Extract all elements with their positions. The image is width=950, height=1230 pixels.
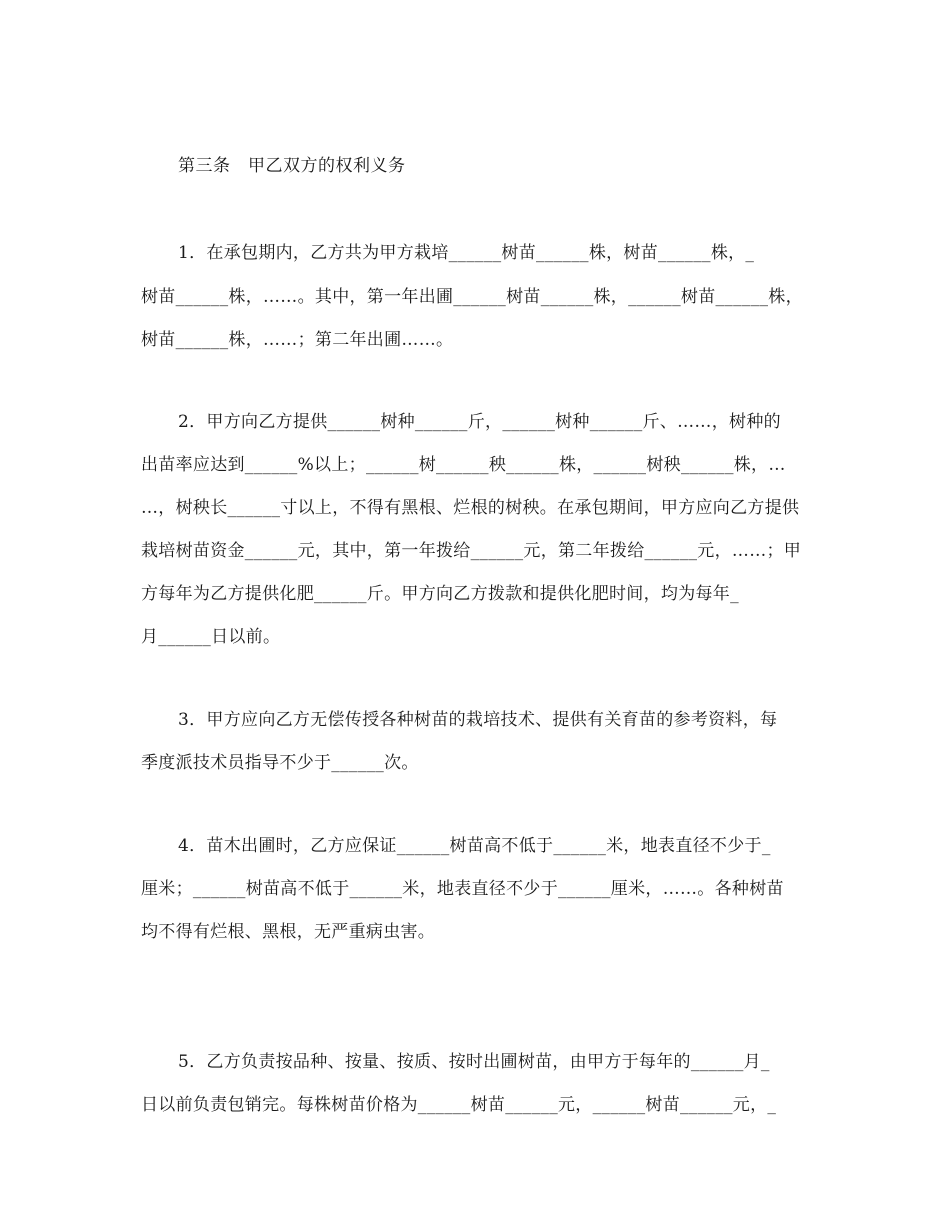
clause-2-line-1: 2．甲方向乙方提供______树种______斤，______树种______斤、……，树种的 xyxy=(178,412,781,432)
clause-1-line-1: 1．在承包期内，乙方共为甲方栽培______树苗______株，树苗______株，_ xyxy=(178,243,755,263)
clause-2-line-3: …，树秧长______寸以上，不得有黑根、烂根的树秧。在承包期间，甲方应向乙方提供 xyxy=(141,498,800,518)
clause-2-line-5: 方每年为乙方提供化肥______斤。甲方向乙方拨款和提供化肥时间，均为每年_ xyxy=(141,584,739,604)
clause-4-line-2: 厘米；______树苗高不低于______米，地表直径不少于______厘米，……。各种树苗 xyxy=(141,879,784,899)
clause-1-line-2: 树苗______株，……。其中，第一年出圃______树苗______株，______树苗______株， xyxy=(141,287,803,307)
clause-2-line-4: 栽培树苗资金______元，其中，第一年拨给______元，第二年拨给______元，……；甲 xyxy=(141,541,802,561)
clause-3-line-1: 3．甲方应向乙方无偿传授各种树苗的栽培技术、提供有关育苗的参考资料，每 xyxy=(178,710,778,730)
clause-2-line-6: 月______日以前。 xyxy=(141,627,281,647)
clause-4-line-1: 4．苗木出圃时，乙方应保证______树苗高不低于______米，地表直径不少于_ xyxy=(178,836,771,856)
clause-1-line-3: 树苗______株，……；第二年出圃……。 xyxy=(141,330,454,350)
clause-5-line-1: 5．乙方负责按品种、按量、按质、按时出圃树苗，由甲方于每年的______月_ xyxy=(178,1052,770,1072)
clause-4-line-3: 均不得有烂根、黑根，无严重病虫害。 xyxy=(141,922,436,942)
clause-3-line-2: 季度派技术员指导不少于______次。 xyxy=(141,753,419,773)
clause-5-line-2: 日以前负责包销完。每株树苗价格为______树苗______元，______树苗______元，_ xyxy=(141,1095,777,1115)
clause-2-line-2: 出苗率应达到______%以上；______树______秧______株，______树秧______株，… xyxy=(141,455,786,475)
article-heading: 第三条 甲乙双方的权利义务 xyxy=(178,156,406,176)
